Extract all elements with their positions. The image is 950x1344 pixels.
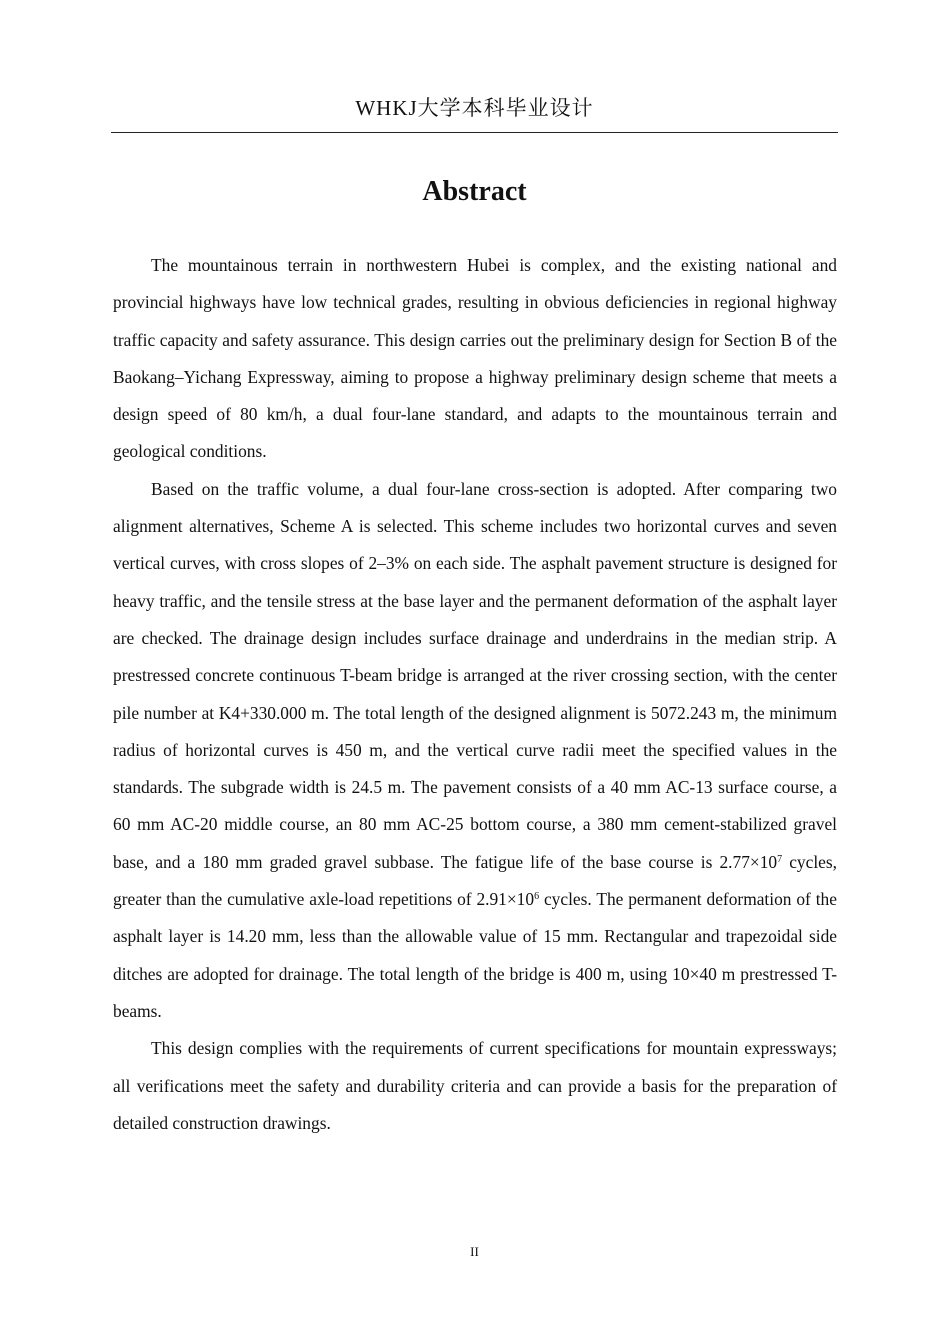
paragraph-2-text-1: Based on the traffic volume, a dual four-lane cross-section is adopted. After comparing two alignment alternatives, Scheme A is selected. This scheme includes two horizontal curves and seven vertical curves, with cross slopes of 2–3% on each side. The asphalt pavement structure is designed for heavy traffic, and the tensile stress at the base layer and the permanent deformation of the asphalt layer are checked. The drainage design includes surface drainage and underdrains in the median strip. A prestressed concrete continuous T-beam bridge is arranged at the river crossing section, with the center pile number at K4+330.000 m. The total length of the designed alignment is 5072.243 m, the minimum radius of horizontal curves is 450 m, and the vertical curve radii meet the specified values in the standards. The subgrade width is 24.5 m. The pavement consists of a 40 mm AC-13 surface course, a 60 mm AC-20 middle course, an 80 mm AC-25 bottom course, a 380 mm cement-stabilized gravel base, and a 180 mm graded gravel subbase. The fatigue life of the base course is 2.77×10 — [113, 478, 837, 872]
abstract-paragraph-1: The mountainous terrain in northwestern Hubei is complex, and the existing national and provincial highways have low technical grades, resulting in obvious deficiencies in regional highway traffic capacity and safety assurance. This design carries out the preliminary design for Section B of the Baokang–Yichang Expressway, aiming to propose a highway preliminary design scheme that meets a design speed of 80 km/h, a dual four-lane standard, and adapts to the mountainous terrain and geological conditions. — [113, 255, 837, 462]
abstract-body — [113, 247, 837, 1142]
fatigue-exponent: 7 — [777, 853, 783, 865]
abstract-paragraph-3: This design complies with the requirements of current specifications for mountain expressways; all verifications meet the safety and durability criteria and can provide a basis for the preparation of detailed construction drawings. — [113, 1038, 837, 1133]
header-rule — [111, 132, 838, 133]
abstract-title: Abstract — [422, 176, 527, 207]
running-header: WHKJ大学本科毕业设计 — [355, 96, 594, 120]
paragraph-2-text-2: cycles, greater than the cumulative axle-load repetitions of 2.91×10 — [113, 851, 837, 910]
paragraph-2-text-3: cycles. The permanent deformation of the asphalt layer is 14.20 mm, less than the allowable value of 15 mm. Rectangular and trapezoidal side ditches are adopted for drainage. The total length of the bridge is 400 m, using 10×40 m prestressed T-beams. — [113, 889, 837, 1021]
axle-exponent: 6 — [534, 891, 540, 903]
page-number: II — [470, 1244, 479, 1259]
abstract-paragraph-2 — [113, 471, 837, 1030]
